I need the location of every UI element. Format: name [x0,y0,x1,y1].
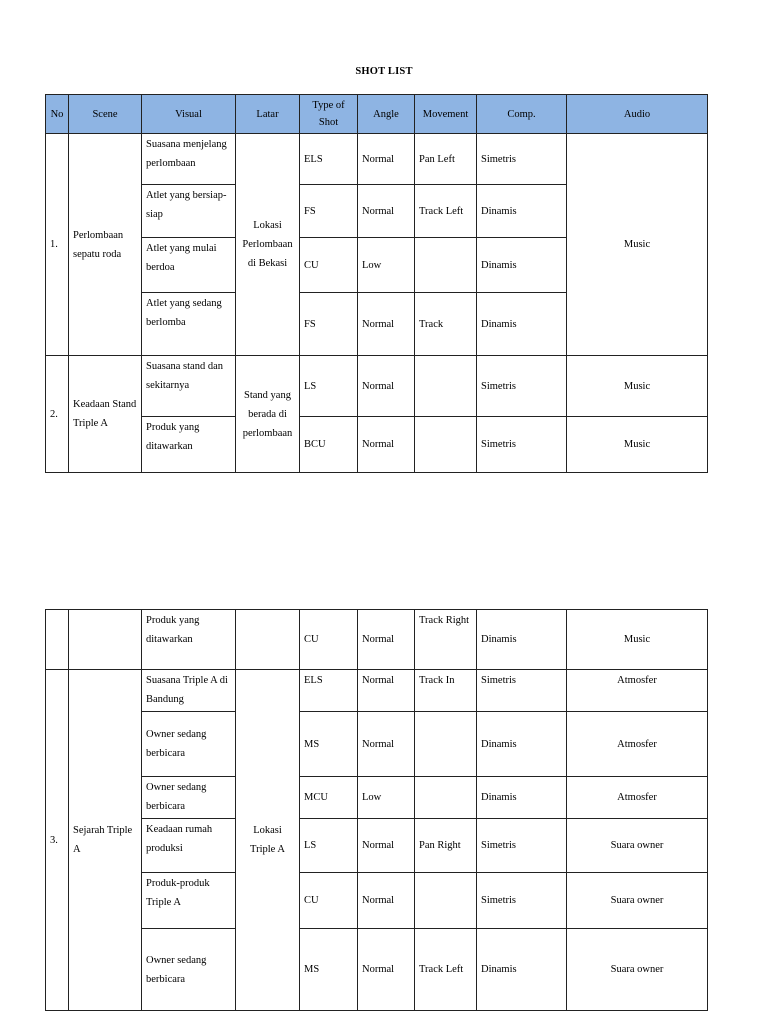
latar-cell: Stand yang berada di perlombaan [236,356,300,473]
shot-type-cell: ELS [300,134,358,185]
movement-cell [415,873,477,929]
table-row [46,670,708,712]
shot-type-cell: MS [300,929,358,1011]
header-row [46,95,708,134]
angle-cell: Normal [358,929,415,1011]
visual-cell: Produk-produk Triple A [142,873,236,929]
shot-type-cell: CU [300,238,358,293]
table-row [46,356,708,417]
scene-number: 3. [46,670,69,1011]
audio-cell: Atmosfer [567,670,708,712]
latar-cell [236,610,300,670]
shot-type-cell: MS [300,712,358,777]
shot-type-cell: LS [300,819,358,873]
shot-type-cell: FS [300,185,358,238]
movement-cell: Track [415,293,477,356]
header-visual: Visual [142,95,236,134]
header-movement: Movement [415,95,477,134]
audio-cell: Atmosfer [567,712,708,777]
table-row [46,873,708,929]
header-type-of-shot: Type of Shot [300,95,358,134]
audio-cell: Music [567,417,708,473]
header-angle: Angle [358,95,415,134]
shot-type-cell: ELS [300,670,358,712]
visual-cell: Produk yang ditawarkan [142,417,236,473]
shot-list-table-2 [45,609,708,1011]
table-row [46,610,708,670]
comp-cell: Simetris [477,819,567,873]
table-row [46,712,708,777]
comp-cell: Dinamis [477,238,567,293]
angle-cell: Normal [358,293,415,356]
visual-cell: Produk yang ditawarkan [142,610,236,670]
comp-cell: Simetris [477,417,567,473]
angle-cell: Normal [358,417,415,473]
visual-cell: Atlet yang mulai berdoa [142,238,236,293]
movement-cell [415,238,477,293]
audio-cell: Music [567,134,708,356]
shot-type-cell: CU [300,873,358,929]
table-row [46,134,708,185]
comp-cell: Dinamis [477,610,567,670]
audio-cell: Suara owner [567,929,708,1011]
angle-cell: Normal [358,356,415,417]
comp-cell: Simetris [477,670,567,712]
movement-cell: Pan Left [415,134,477,185]
movement-cell [415,777,477,819]
shot-type-cell: LS [300,356,358,417]
angle-cell: Normal [358,873,415,929]
visual-cell: Owner sedang berbicara [142,929,236,1011]
visual-cell: Atlet yang bersiap-siap [142,185,236,238]
header-no: No [46,95,69,134]
visual-cell: Suasana Triple A di Bandung [142,670,236,712]
shot-list-table-1 [45,94,708,473]
movement-cell: Track Left [415,929,477,1011]
scene-number: 1. [46,134,69,356]
audio-cell: Suara owner [567,819,708,873]
movement-cell: Pan Right [415,819,477,873]
angle-cell: Normal [358,134,415,185]
shot-type-cell: BCU [300,417,358,473]
comp-cell: Dinamis [477,777,567,819]
movement-cell: Track In [415,670,477,712]
scene-number: 2. [46,356,69,473]
movement-cell [415,417,477,473]
table-row [46,777,708,819]
comp-cell: Dinamis [477,712,567,777]
shot-type-cell: CU [300,610,358,670]
scene-name: Perlombaan sepatu roda [69,134,142,356]
visual-cell: Owner sedang berbicara [142,712,236,777]
scene-number [46,610,69,670]
scene-name [69,610,142,670]
scene-name: Sejarah Triple A [69,670,142,1011]
angle-cell: Normal [358,712,415,777]
visual-cell: Keadaan rumah produksi [142,819,236,873]
movement-cell: Track Left [415,185,477,238]
audio-cell: Suara owner [567,873,708,929]
visual-cell: Suasana stand dan sekitarnya [142,356,236,417]
audio-cell: Atmosfer [567,777,708,819]
movement-cell [415,712,477,777]
latar-cell: Lokasi Perlombaan di Bekasi [236,134,300,356]
visual-cell: Suasana menjelang perlombaan [142,134,236,185]
latar-cell: Lokasi Triple A [236,670,300,1011]
comp-cell: Simetris [477,873,567,929]
movement-cell [415,356,477,417]
angle-cell: Normal [358,819,415,873]
table-row [46,929,708,1011]
header-scene: Scene [69,95,142,134]
comp-cell: Dinamis [477,929,567,1011]
visual-cell: Atlet yang sedang berlomba [142,293,236,356]
movement-cell: Track Right [415,610,477,670]
comp-cell: Simetris [477,356,567,417]
header-audio: Audio [567,95,708,134]
comp-cell: Simetris [477,134,567,185]
shot-type-cell: FS [300,293,358,356]
angle-cell: Low [358,777,415,819]
comp-cell: Dinamis [477,293,567,356]
table-row [46,819,708,873]
angle-cell: Low [358,238,415,293]
visual-cell: Owner sedang berbicara [142,777,236,819]
audio-cell: Music [567,610,708,670]
header-latar: Latar [236,95,300,134]
angle-cell: Normal [358,610,415,670]
comp-cell: Dinamis [477,185,567,238]
audio-cell: Music [567,356,708,417]
page-title: SHOT LIST [355,66,413,77]
table-row [46,417,708,473]
shot-type-cell: MCU [300,777,358,819]
angle-cell: Normal [358,185,415,238]
header-comp: Comp. [477,95,567,134]
scene-name: Keadaan Stand Triple A [69,356,142,473]
angle-cell: Normal [358,670,415,712]
